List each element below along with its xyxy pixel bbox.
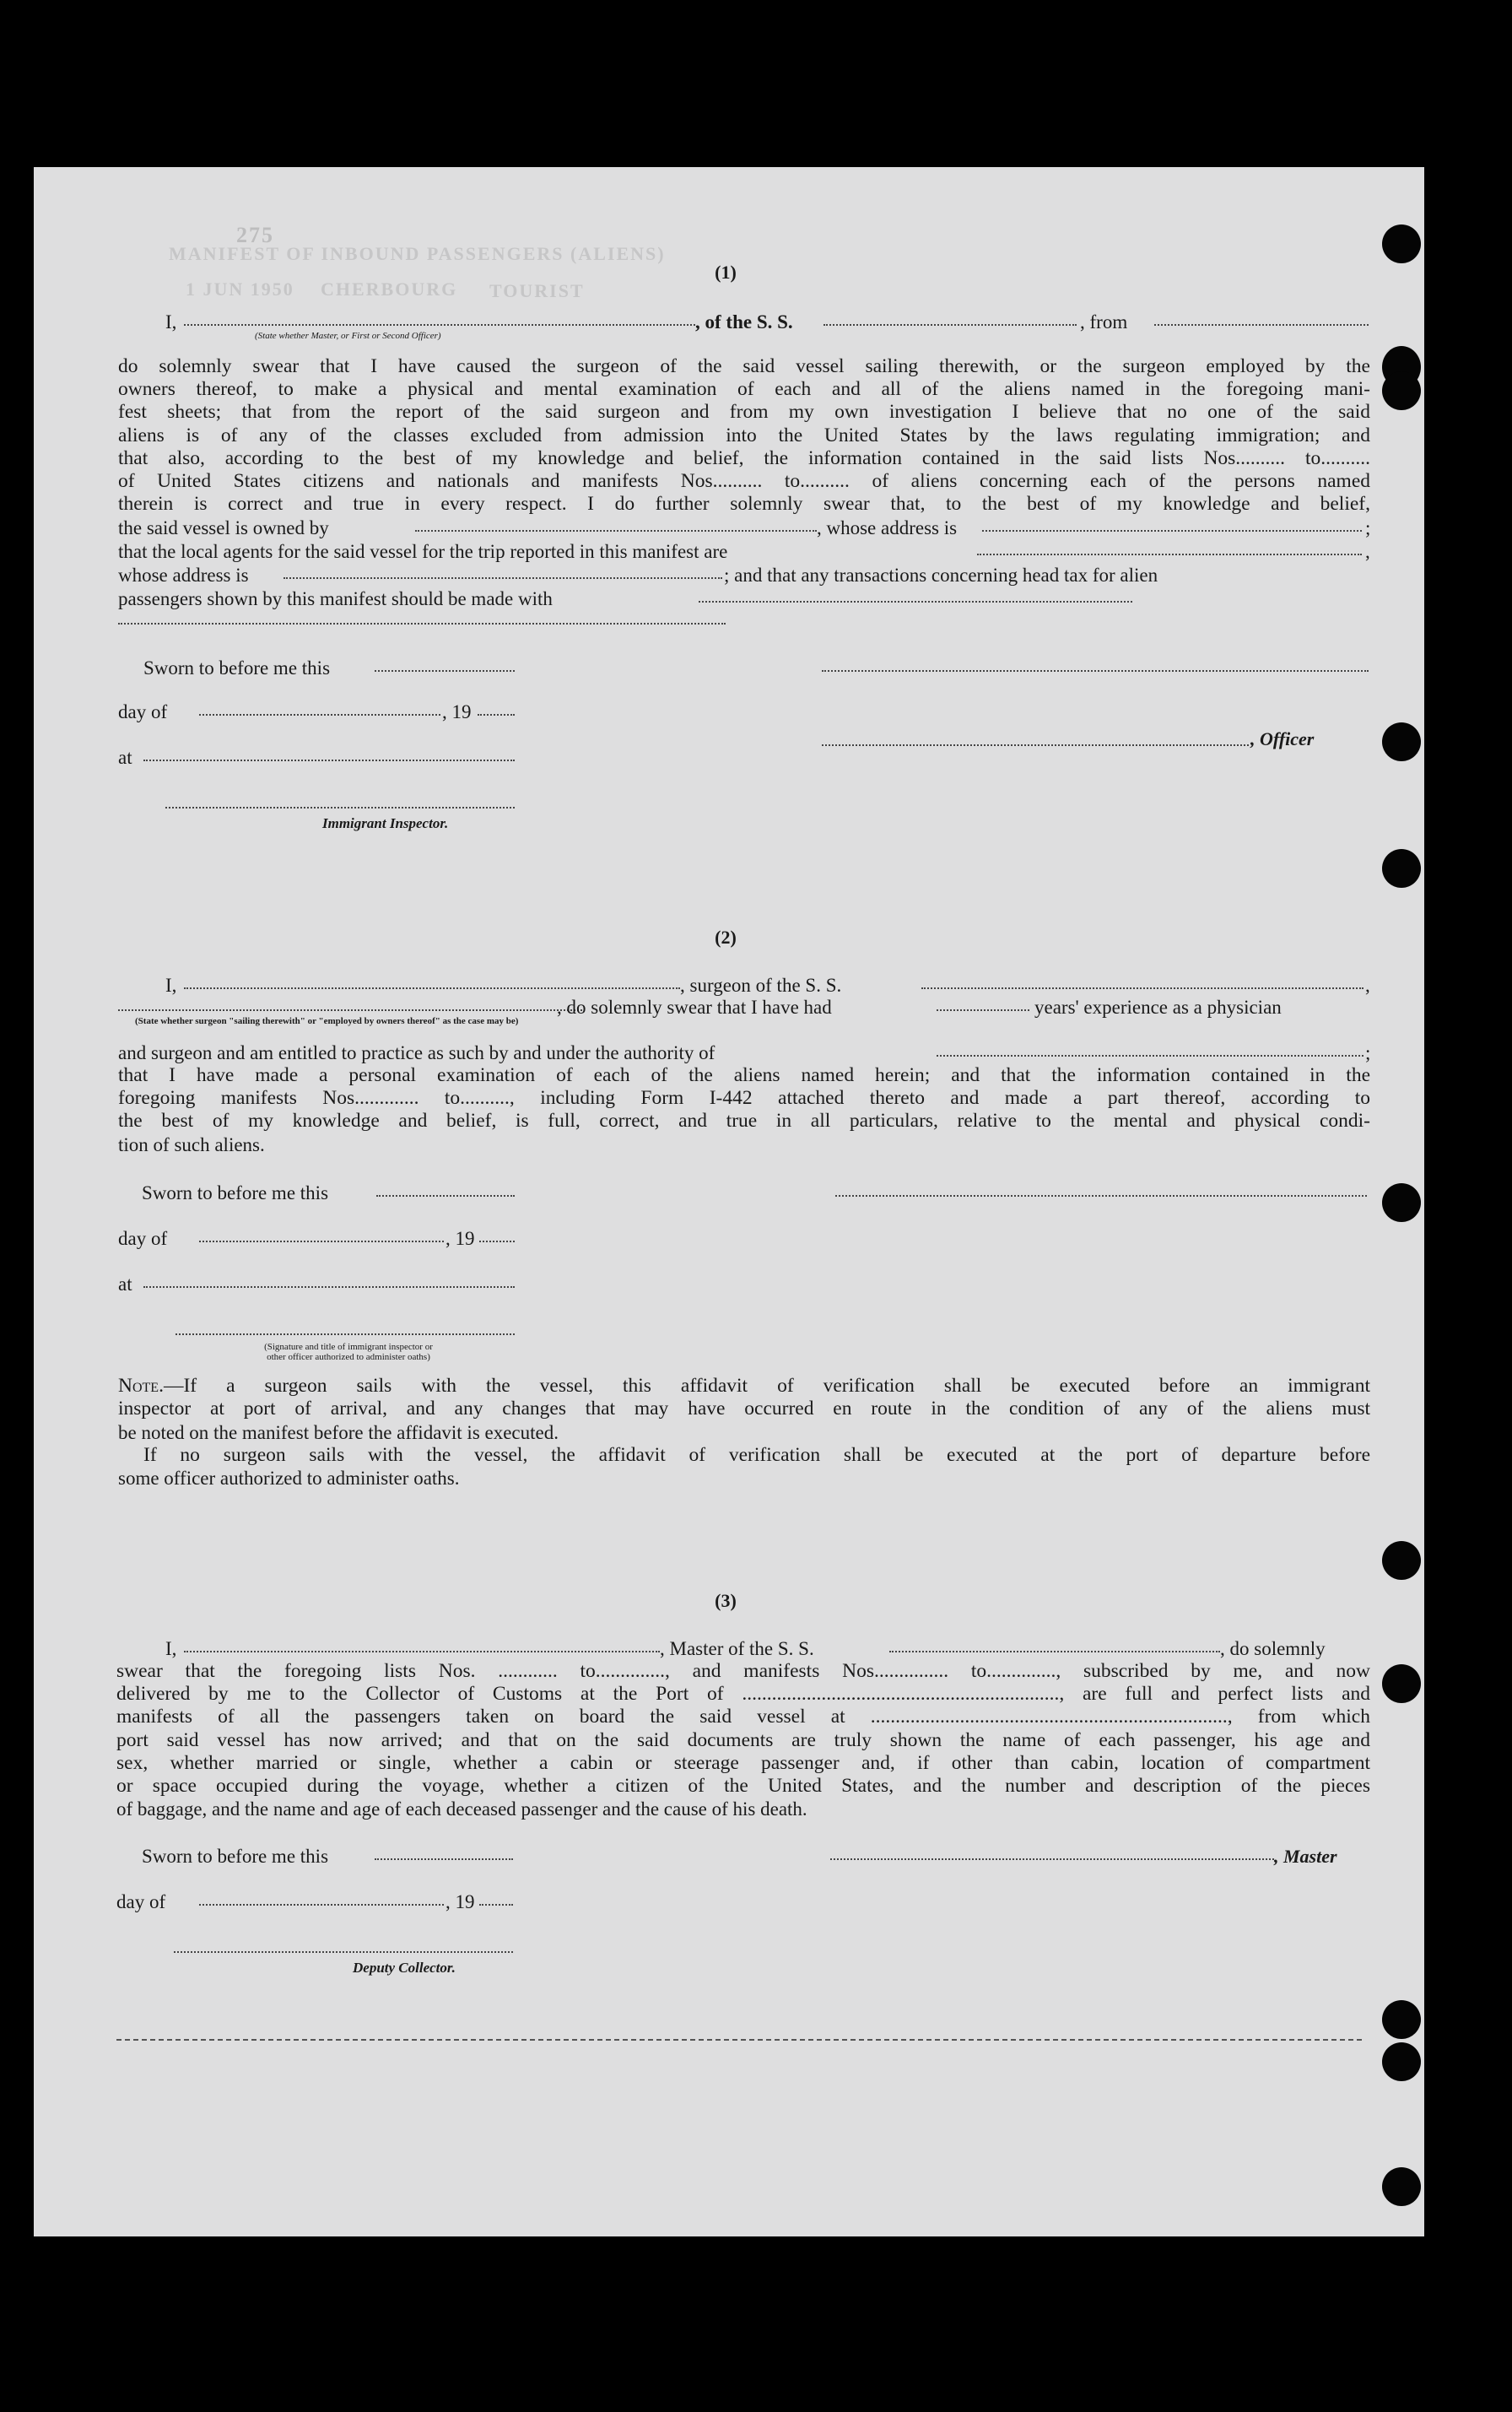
section-1-body: [118, 355, 1370, 516]
section-2-line: the best of my knowledge and belief, is full, correct, and true in all particulars, relative to the mental and physical condi-: [118, 1110, 1370, 1133]
section-3-line: or space occupied during the voyage, whether a citizen of the United States, and the number and description of the pieces: [116, 1775, 1370, 1798]
section-1-passengers-blank: [699, 601, 1132, 603]
section-1-address-blank: [118, 623, 726, 625]
section-2-year-blank: [479, 1241, 515, 1242]
section-1-officer-signature-blank: [822, 670, 1369, 672]
section-3-master: , Master: [1274, 1846, 1337, 1867]
section-1-line: that also, according to the best of my knowledge and belief, the information contained in the said lists Nos.......... to..........: [118, 446, 1370, 469]
section-1-agents: that the local agents for the said vessel for the trip reported in this manifest are: [118, 541, 728, 562]
binder-hole: [1382, 849, 1421, 888]
section-1-line: owners thereof, to make a physical and mental examination of each and all of the aliens named in the foregoing mani-: [118, 378, 1370, 401]
section-3-line: port said vessel has now arrived; and that on the said documents are truly shown the name of each passenger, his age and: [116, 1728, 1370, 1751]
section-3-master-blank: [184, 1651, 660, 1652]
section-2-sworn-blank: [376, 1195, 515, 1197]
section-3-master-signature-blank: [830, 1858, 1274, 1860]
section-2-sig-caption-2: other officer authorized to administer oaths): [267, 1352, 430, 1362]
section-3-number: (3): [715, 1590, 737, 1611]
section-2-at-blank: [143, 1286, 515, 1288]
section-2-body: [118, 1064, 1370, 1133]
section-1-day-of: day of: [118, 701, 168, 722]
section-3-day-of: day of: [116, 1891, 166, 1912]
bottom-rule: [116, 2039, 1362, 2041]
section-1-whose-address: whose address is: [118, 565, 249, 586]
note-line-1: [118, 1375, 1370, 1398]
section-3-ship-blank: [889, 1651, 1220, 1652]
section-2-i: I,: [165, 975, 177, 996]
section-1-line: fest sheets; that from the report of the said surgeon and from my own investigation I believe that no one of the said: [118, 401, 1370, 424]
section-2-authority-blank: [937, 1055, 1364, 1057]
section-3-year-blank: [479, 1904, 513, 1906]
section-1-from-blank: [1154, 324, 1369, 326]
binder-hole: [1382, 371, 1421, 410]
section-3-sworn: Sworn to before me this: [142, 1846, 329, 1867]
binder-hole: [1382, 2167, 1421, 2206]
section-3-day-blank: [199, 1904, 444, 1906]
section-1-owner-address-blank: [982, 530, 1362, 532]
section-3-line: sex, whether married or single, whether a cabin or steerage passenger and, if other than cabin, location of compartment: [116, 1751, 1370, 1774]
section-1-owner-address-label: , whose address is: [817, 517, 958, 538]
section-1-owned-by: the said vessel is owned by: [118, 517, 329, 538]
note-body-2: [143, 1444, 1370, 1467]
bleed-through-class: TOURIST: [489, 280, 585, 301]
bleed-through-date: 1 JUN 1950: [186, 279, 294, 300]
section-1-agents-address-blank: [284, 577, 722, 579]
section-2-years: years' experience as a physician: [1034, 997, 1282, 1018]
binder-hole: [1382, 1541, 1421, 1580]
note-text: —If a surgeon sails with the vessel, this affidavit of verification shall be executed before an immigrant: [163, 1375, 1370, 1397]
section-2-swear: , do solemnly swear that I have had: [557, 997, 832, 1018]
section-2-year: , 19: [446, 1228, 475, 1249]
section-2-day-of: day of: [118, 1228, 168, 1249]
section-1-of-ss: , of the S. S.: [695, 311, 793, 333]
binder-hole: [1382, 2000, 1421, 2039]
section-1-sworn-blank: [375, 670, 515, 672]
binder-hole: [1382, 722, 1421, 761]
section-3-master-of: , Master of the S. S.: [660, 1638, 814, 1659]
section-1-agents-blank: [977, 554, 1362, 555]
section-1-line: of United States citizens and nationals and manifests Nos.......... to.......... of aliens concerning each of the persons named: [118, 470, 1370, 493]
section-2-surgeon-name-blank: [184, 987, 680, 989]
section-2-line: foregoing manifests Nos............. to.........., including Form I-442 attached thereto and made a part thereof, according to: [118, 1087, 1370, 1110]
section-1-ship-blank: [824, 324, 1077, 326]
section-2-signature-blank: [835, 1195, 1367, 1197]
section-1-line: do solemnly swear that I have caused the surgeon of the said vessel sailing therewith, or the surgeon employed by the: [118, 355, 1370, 377]
note-line-3: be noted on the manifest before the affidavit is executed.: [118, 1422, 559, 1443]
section-1-officer-blank: [822, 744, 1249, 746]
section-1-day-blank: [199, 714, 440, 716]
section-1-master-caption: (State whether Master, or First or Second Officer): [255, 331, 441, 341]
section-2-day-blank: [199, 1241, 444, 1242]
section-1-master-blank: [184, 324, 695, 326]
section-2-sig-caption-1: (Signature and title of immigrant inspector or: [264, 1342, 433, 1352]
section-2-caption: (State whether surgeon "sailing therewith" or "employed by owners thereof" as the case may be): [135, 1016, 519, 1026]
section-2-surgeon-of: , surgeon of the S. S.: [680, 975, 842, 996]
bleed-through-number: 275: [236, 223, 274, 247]
section-2-number: (2): [715, 927, 737, 948]
note-line-5: some officer authorized to administer oaths.: [118, 1468, 460, 1489]
note-line-4: If no surgeon sails with the vessel, the affidavit of verification shall be executed at the port of departure before: [143, 1444, 1370, 1466]
section-3-sworn-blank: [375, 1858, 513, 1860]
section-1-inspector: Immigrant Inspector.: [322, 815, 449, 831]
section-1-sworn: Sworn to before me this: [143, 657, 331, 679]
binder-hole: [1382, 1183, 1421, 1222]
section-1-passengers: passengers shown by this manifest should be made with: [118, 588, 553, 609]
binder-hole: [1382, 1664, 1421, 1703]
note-body: [118, 1375, 1370, 1420]
section-3-line: swear that the foregoing lists Nos. ............ to.............., and manifests Nos............... to.............., subscribed by me, and now: [116, 1660, 1370, 1682]
section-1-year: , 19: [442, 701, 472, 722]
section-1-at: at: [118, 747, 132, 768]
section-3-year: , 19: [446, 1891, 475, 1912]
section-1-number: (1): [715, 262, 737, 283]
section-2-ship-blank: [921, 987, 1364, 989]
section-2-line: that I have made a personal examination of each of the aliens named herein; and that the information contained in the: [118, 1064, 1370, 1086]
section-1-line: therein is correct and true in every respect. I do further solemnly swear that, to the best of my knowledge and belief,: [118, 493, 1370, 516]
section-2-capacity-blank: [118, 1009, 582, 1011]
binder-hole: [1382, 224, 1421, 263]
section-3-deputy: Deputy Collector.: [353, 1960, 456, 1976]
note-label: Note.: [118, 1375, 164, 1397]
section-3-collector-blank: [174, 1951, 513, 1953]
section-2-last-line: tion of such aliens.: [118, 1134, 265, 1155]
section-2-authority: and surgeon and am entitled to practice as such by and under the authority of: [118, 1042, 716, 1063]
section-2-sworn: Sworn to before me this: [142, 1182, 329, 1203]
bleed-through-heading: MANIFEST OF INBOUND PASSENGERS (ALIENS): [169, 243, 666, 264]
section-2-years-blank: [937, 1009, 1029, 1011]
section-3-line: manifests of all the passengers taken on board the said vessel at ........................................................................, from which: [116, 1706, 1370, 1728]
section-1-head-tax: ; and that any transactions concerning head tax for alien: [724, 565, 1158, 586]
section-3-solemnly: , do solemnly: [1220, 1638, 1326, 1659]
section-1-from: , from: [1080, 311, 1128, 333]
section-1-year-blank: [478, 714, 515, 716]
section-2-inspector-signature-blank: [176, 1333, 515, 1335]
document-sheet: 275 MANIFEST OF INBOUND PASSENGERS (ALIENS) CHERBOURG TOURIST 1 JUN 1950 (1) I, , of the S. S. , from (State whether Master, or First or Second Officer) do solemnly swear that I have caused the surgeon of the said vessel sailing therewith, or the surgeon employed by the owners thereof, to make a physical and mental examination of each and all of the aliens named in the foregoing mani- fest sheets; that from the report of the said surgeon and from my own investigation I believe that no one of the said aliens is of any of the classes excluded from admission into the United States by the laws regulating immigration; and that also, according to the best of my knowledge and belief, the information contained in the said lists Nos.......... to.......... of United States citizens and nationals and manifests Nos.......... to.......... of aliens concerning each of the persons named therein is correct and true in every respect. I do further solemnly swear that, to the best of my knowledge and belief, the said vessel is owned by , whose address is ; that the local agents for the said vessel for the trip reported in this manifest are , whose address is ; and that any transactions concerning head tax for alien passengers shown by this manifest should be made with Sworn to before me this day of , 19 , Officer at Immigrant Inspector. (2) I, , surgeon of the S. S. , , do solemnly swear that I have had years' experience as a physician (State whether surgeon "sailing therewith" or "employed by owners thereof" as the case may be) and surgeon and am entitled to practice as such by and under the authority of ; that I have made a personal examination of each of the aliens named herein; and that the information contained in the foregoing manifests Nos............. to.........., including Form I-442 attached thereto and made a part thereof, according to the best of my knowledge and belief, is full, correct, and true in all particulars, relative to the mental and physical condi- tion of such aliens. Sworn to before me this day of , 19 at (Signature and title of immigrant inspector or other officer authorized to administer oaths) Note.—If a surgeon sails with the vessel, this affidavit of verification shall be executed before an immigrant inspector at port of arrival, and any changes that may have occurred en route in the condition of any of the aliens must be noted on the manifest before the affidavit is executed. If no surgeon sails with the vessel, the affidavit of verification shall be executed at the port of departure before some officer authorized to administer oaths. (3) I, , Master of the S. S. , do solemnly swear that the foregoing lists Nos. ............ to.............., and manifests Nos............... to.............., subscribed by me, and now delivered by me to the Collector of Customs at the Port of ................................................................, are full and perfect lists and manifests of all the passengers taken on board the said vessel at ........................................................................, from which port said vessel has now arrived; and that on the said documents are truly shown the name of each passenger, his age and sex, whether married or single, whether a cabin or steerage passenger and, if other than cabin, location of compartment or space occupied during the voyage, whether a citizen of the United States, and the number and description of the pieces of baggage, and the name and age of each deceased passenger and the cause of his death. Sworn to before me this , Master day of , 19 Deputy Collector.: [34, 167, 1424, 2236]
section-1-i: I,: [165, 311, 177, 333]
section-3-last-line: of baggage, and the name and age of each deceased passenger and the cause of his death.: [116, 1798, 807, 1820]
section-3-i: I,: [165, 1638, 177, 1659]
section-1-inspector-blank: [165, 807, 515, 809]
bleed-through-port: CHERBOURG: [321, 279, 458, 300]
section-2-at: at: [118, 1274, 132, 1295]
section-3-body: [116, 1660, 1370, 1798]
note-line: inspector at port of arrival, and any changes that may have occurred en route in the condition of any of the aliens must: [118, 1398, 1370, 1420]
binder-hole: [1382, 2042, 1421, 2081]
section-1-at-blank: [143, 760, 515, 761]
section-1-owner-blank: [415, 530, 817, 532]
section-3-line: delivered by me to the Collector of Customs at the Port of ................................................................, are full and perfect lists and: [116, 1683, 1370, 1706]
section-1-officer: , Officer: [1250, 728, 1315, 749]
section-1-line: aliens is of any of the classes excluded from admission into the United States by the laws regulating immigration; and: [118, 424, 1370, 446]
